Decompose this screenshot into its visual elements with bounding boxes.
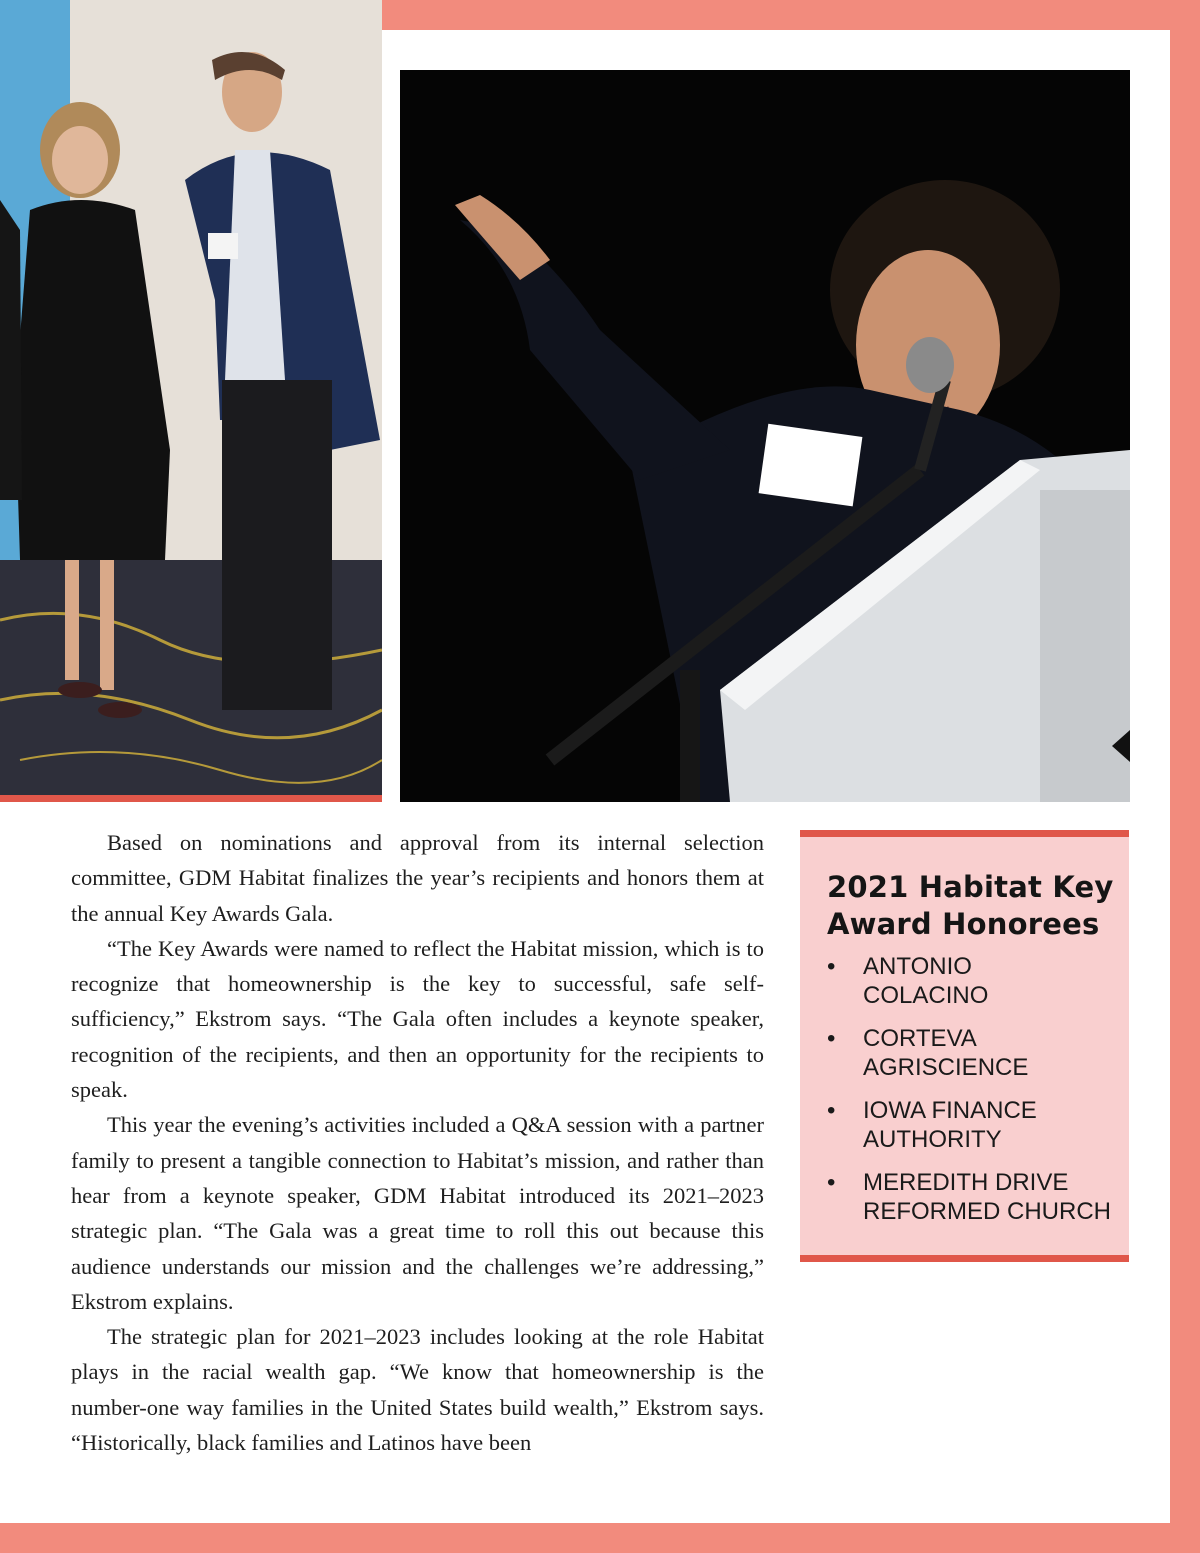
list-item <box>827 1168 1127 1226</box>
honoree-line: COLACINO <box>863 982 989 1009</box>
article-paragraph: The strategic plan for 2021–2023 includes looking at the role Habitat plays in the racial wealth gap. “We know that homeownership is the number-one way families in the United States build wealth,” Ekstrom says. “Historically, black families and Latinos have been <box>71 1324 764 1456</box>
bottom-accent-bar <box>0 1523 1200 1553</box>
honorees-sidebar <box>800 830 1129 1262</box>
honoree-line: CORTEVA <box>863 1025 977 1052</box>
speaker-photo <box>400 70 1130 802</box>
list-item <box>827 1096 1127 1154</box>
honoree-line: REFORMED CHURCH <box>863 1198 1111 1225</box>
article-paragraph: “The Key Awards were named to reflect the Habitat mission, which is to recognize that homeownership is the key to successful, safe self-sufficiency,” Ekstrom says. “The Gala often includes a keynote speaker, recognition of the recipients, and then an opportunity for the recipients to speak. <box>71 935 764 1103</box>
top-accent-bar <box>382 0 1200 30</box>
group-photo <box>0 0 382 795</box>
article-body <box>71 825 764 1460</box>
bullet-icon: • <box>827 953 836 980</box>
honoree-line: AUTHORITY <box>863 1126 1002 1153</box>
list-item <box>827 952 1127 1010</box>
right-accent-bar <box>1170 0 1200 1553</box>
bullet-icon: • <box>827 1169 836 1196</box>
honoree-line: MEREDITH DRIVE <box>863 1169 1069 1196</box>
honoree-line: IOWA FINANCE <box>863 1097 1037 1124</box>
bullet-icon: • <box>827 1025 836 1052</box>
honorees-list <box>827 952 1127 1240</box>
photo-underline <box>0 795 382 802</box>
sidebar-title: 2021 Habitat Key Award Honorees <box>827 870 1114 941</box>
article-paragraph: Based on nominations and approval from its internal selection committee, GDM Habitat finalizes the year’s recipients and honors them at the annual Key Awards Gala. <box>71 830 764 926</box>
list-item <box>827 1024 1127 1082</box>
article-paragraph: This year the evening’s activities included a Q&A session with a partner family to present a tangible connection to Habitat’s mission, and rather than hear from a keynote speaker, GDM Habitat introduced its 2021–2023 strategic plan. “The Gala was a great time to roll this out because this audience understands our mission and the challenges we’re addressing,” Ekstrom explains. <box>71 1112 764 1314</box>
honoree-line: AGRISCIENCE <box>863 1054 1029 1081</box>
bullet-icon: • <box>827 1097 836 1124</box>
honoree-line: ANTONIO <box>863 953 972 980</box>
